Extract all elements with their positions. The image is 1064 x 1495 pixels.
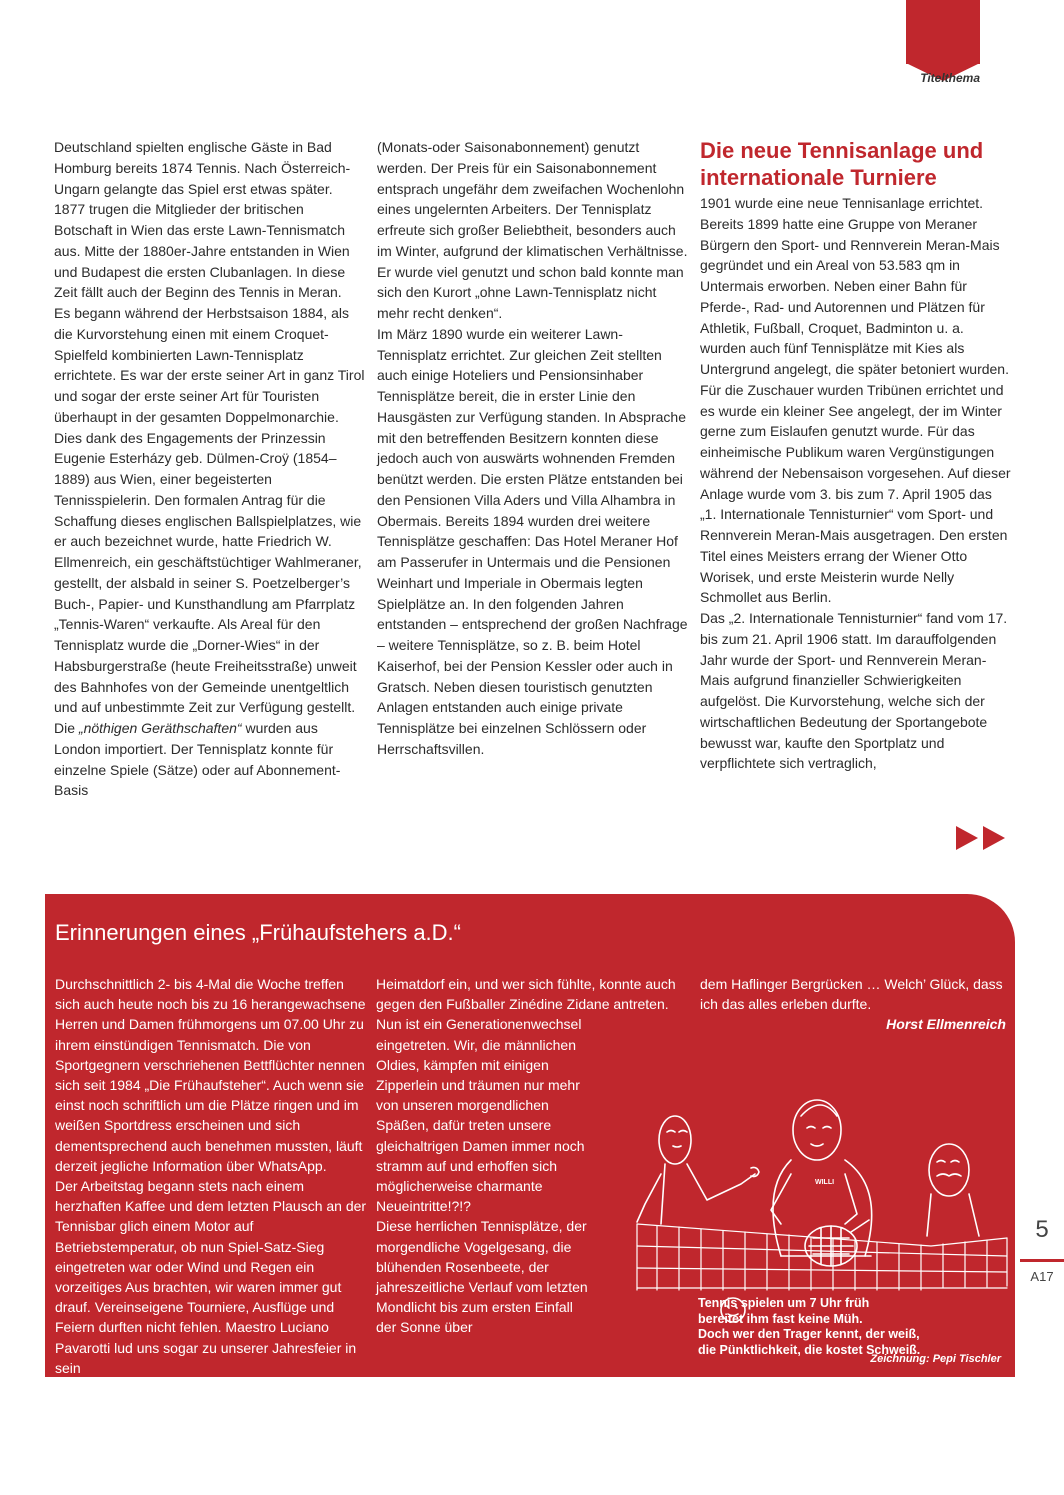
caption-line: Doch wer den Trager kennt, der weiß,	[698, 1327, 920, 1341]
shirt-text: WILLI	[815, 1179, 835, 1186]
cartoon-caption	[698, 1296, 1008, 1358]
article-paragraph: (Monats-oder Saisonabonnement) genutzt werden. Der Preis für ein Saisonabonnement entsprach ungefähr dem zweifachen Wochenlohn eines ungelernten Arbeiters. Der Tennisplatz erfreute sich großer Beliebtheit, besonders auch im Winter, aufgrund der klimatischen Verhältnisse. Er wurde viel genutzt und schon bald konnte man sich den Kurort „ohne Lawn-Tennisplatz nicht mehr recht denken“.	[377, 139, 688, 321]
box-paragraph: Heimatdorf ein, und wer sich fühlte, konnte auch gegen den Fußballer Zinédine Zidane antreten.	[376, 976, 676, 1013]
continue-arrows-icon	[956, 826, 1006, 850]
caption-line: Tennis spielen um 7 Uhr früh	[698, 1296, 870, 1310]
tennis-racket-icon	[805, 1220, 869, 1266]
article-paragraph: 1901 wurde eine neue Tennisanlage errichtet. Bereits 1899 hatte eine Gruppe von Meraner Bürgern den Sport- und Rennverein Meran-Mais gegründet und ein Areal von 53.583 qm in Untermais erworben. Neben einer Bahn für Pferde-, Rad- und Autorennen und Plätzen für Athletik, Fußball, Croquet, Badminton u. a. wurden auch fünf Tennisplätze mit Kies als Untergrund angelegt, die später betoniert wurden. Für die Zuschauer wurden Tribünen errichtet und es wurde ein kleiner See angelegt, der im Winter gerne zum Eislaufen genutzt wurde. Für das einheimische Publikum waren Vergünstigungen während der Nebensaison vorgesehen. Auf dieser Anlage wurde vom 3. bis zum 7. April 1905 das „1. Internationale Tennisturnier“ vom Sport- und Rennverein Meran-Mais ausgetragen. Den ersten Titel eines Meisters errang der Wiener Otto Worisek, und erste Meisterin wurde Nelly Schmollet aus Berlin.	[700, 195, 1011, 606]
article-paragraph	[54, 303, 366, 801]
box-title: Erinnerungen eines „Frühaufstehers a.D.“	[55, 920, 461, 945]
box-paragraph: Nun ist ein Generationenwechsel eingetreten. Wir, die männlichen Oldies, kämpfen mit einigen Zipperlein und träumen nur mehr von unseren morgendlichen Späßen, dafür treten unsere gleichaltrigen Damen immer noch stramm auf und erhoffen sich möglicherweise charmante Neueintritte!?!?	[376, 1016, 585, 1215]
article-column-1	[54, 137, 366, 801]
article-quote: „nöthigen Geräthschaften“	[78, 720, 242, 736]
section-label: Titelthema	[920, 71, 980, 85]
article-paragraph: Das „2. Internationale Tennisturnier“ fand vom 17. bis zum 21. April 1906 statt. Im darauffolgenden Jahr wurde der Sport- und Rennverein Meran-Mais aufgrund finanzieller Schwierigkeiten aufgelöst. Die Kurvorstehung, welche sich der wirtschaftlichen Bedeutung der Sportangebote bewusst war, kaufte den Sportplatz und verpflichtete sich vertraglich,	[700, 610, 1008, 772]
box-paragraph: Der Arbeitstag begann stets nach einem herzhaften Kaffee und dem letzten Plausch an der Tennisbar glich einem Motor auf Betriebstemperatur, ob nun Spiel-Satz-Sieg eingetreten war oder Wind und Regen ein vorzeitiges Aus brachten, wir waren immer gut drauf. Vereinseigene Tourniere, Ausflüge und Feiern durften nicht fehlen. Maestro Luciano Pavarotti lud uns sogar zu unserer Jahresfeier in sein	[55, 1178, 367, 1376]
page-number: 5	[1035, 1216, 1049, 1243]
box-narrow-text	[376, 1014, 589, 1337]
caption-line: die Pünktlichkeit, die kostet Schweiß.	[698, 1342, 921, 1357]
article-column-2	[377, 137, 689, 760]
author-signature: Horst Ellmenreich	[886, 1016, 1006, 1033]
section-heading: Die neue Tennisanlage und internationale Turniere	[700, 138, 984, 190]
caption-line: bereitet ihm fast keine Müh.	[698, 1311, 863, 1326]
article-column-3	[700, 193, 1012, 774]
article-text: Es begann während der Herbstsaison 1884, als die Kurvorstehung einen mit einem Croquet-Spielfeld kombinierten Lawn-Tennisplatz errichtete. Es war der erste seiner Art in ganz Tirol und sogar der erste seiner Art für Touristen überhaupt in der gesamten Doppelmonarchie. Dies dank des Engagements der Prinzessin Eugenie Esterházy geb. Dülmen-Croÿ (1854–1889) aus Wien, einer begeisterten Tennisspielerin. Den formalen Antrag für die Schaffung dieses englischen Ballspielplatzes, wie er auch bezeichnet wurde, hatte Friedrich W. Ellmenreich, ein geschäftstüchtiger Wahlmeraner, gestellt, der alsbald in seiner S. Poetzelberger’s Buch-, Papier- und Kunsthandlung am Pfarrplatz „Tennis-Waren“ verkaufte. Als Areal für den Tennisplatz wurde die „Dorner-Wies“ in der Habsburgerstraße (heute Freiheitsstraße) unweit des Bahnhofes von der Gemeinde unentgeltlich und auf unbestimmte Zeit zur Verfügung gestellt. Die	[54, 305, 365, 736]
tennis-net-icon	[637, 1224, 1007, 1290]
header-tab	[906, 0, 980, 64]
issue-code: A17	[1030, 1269, 1054, 1284]
page-rule	[1020, 1259, 1064, 1262]
article-paragraph: Deutschland spielten englische Gäste in Bad Homburg bereits 1874 Tennis. Nach Österreich-Ungarn gelangte das Spiel erst etwas später. 1877 trugen die Mitglieder der britischen Botschaft in Wien das erste Lawn-Tennismatch aus. Mitte der 1880er-Jahre entstanden in Wien und Budapest die ersten Clubanlagen. In diese Zeit fällt auch der Beginn des Tennis in Meran.	[54, 139, 351, 301]
box-paragraph: Diese herrlichen Tennisplätze, der morgendliche Vogelgesang, die blühenden Rosenbeete, der jahreszeitliche Verlauf vom letzten Mondlicht bis zum ersten Einfall der Sonne über	[376, 1218, 588, 1336]
article-paragraph: Im März 1890 wurde ein weiterer Lawn-Tennisplatz errichtet. Zur gleichen Zeit stellten auch einige Hoteliers und Pensionsinhaber Tennisplätze bereit, die in erster Linie den Hausgästen zur Verfügung standen. In Absprache mit den betreffenden Besitzern konnten diese jedoch auch von auswärts wohnenden Fremden benützt werden. Die ersten Plätze entstanden bei den Pensionen Villa Aders und Villa Alhambra in Obermais. Bereits 1894 wurden drei weitere Tennisplätze geschaffen: Das Hotel Meraner Hof am Passerufer in Untermais und die Pensionen Weinhart und Imperiale in Obermais legten Spielplätze an. In den folgenden Jahren entstanden – entsprechend der großen Nachfrage – weitere Tennisplätze, so z. B. beim Hotel Kaiserhof, bei der Pension Kessler oder auch in Gratsch. Neben diesen touristisch genutzten Anlagen entstanden auch einige private Tennisplätze bei einzelnen Schlössern oder Herrschaftsvillen.	[377, 325, 688, 757]
memories-box	[45, 894, 1015, 1377]
left-man-figure	[637, 1116, 759, 1224]
box-paragraph: dem Haflinger Bergrücken … Welch’ Glück, dass ich das alles erleben durfte.	[700, 976, 1003, 1013]
article-text: wurden aus London importiert. Der Tennisplatz konnte für einzelne Spiele (Sätze) oder auf Abonnement-Basis	[54, 720, 341, 799]
box-column-1	[55, 974, 367, 1377]
right-man-figure	[927, 1144, 979, 1236]
box-paragraph: Durchschnittlich 2- bis 4-Mal die Woche treffen sich auch heute noch bis zu 16 herangewachsene Herren und Damen frühmorgens um 07.00 Uhr zu ihrem einstündigen Tennismatch. Die von Sportgegnern verschriehenen Bettflüchter nennen sich seit 1984 „Die Frühaufsteher“. Auch wenn sie einst noch schriftlich um die Plätze ringen und im weißen Sportdress erscheinen und sich dementsprechend auch benehmen mussten, läuft derzeit jegliche Information über WhatsApp.	[55, 976, 366, 1174]
drawing-credit: Zeichnung: Pepi Tischler	[870, 1353, 1001, 1365]
